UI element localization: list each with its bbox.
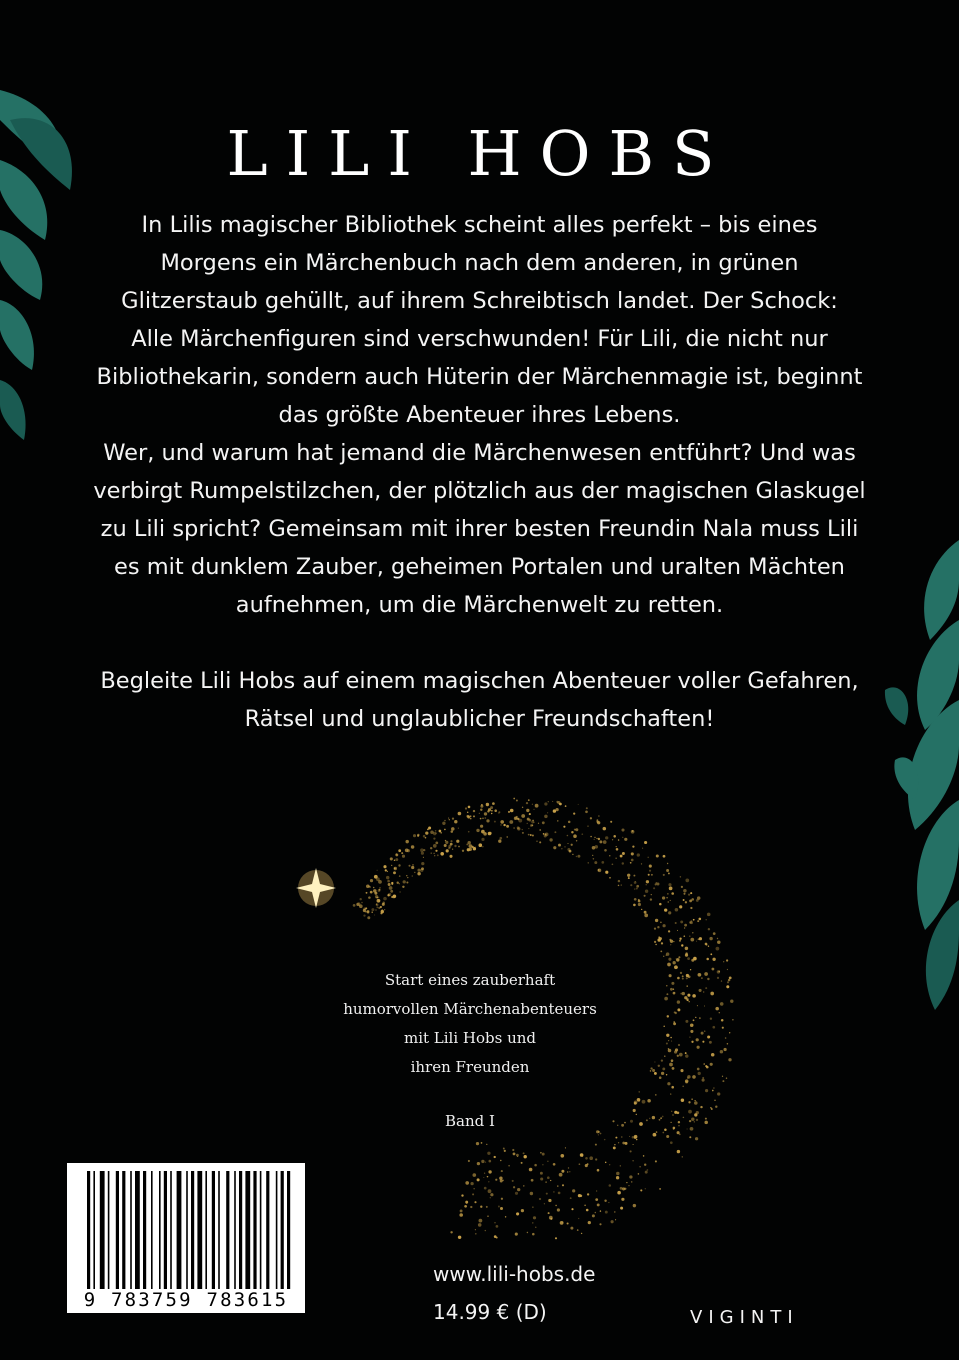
tagline-line: humorvollen Märchenabenteuers <box>343 1000 597 1018</box>
website-link[interactable]: www.lili-hobs.de <box>433 1262 596 1286</box>
tagline-line: Start eines zauberhaft <box>384 971 556 989</box>
blurb-line: Bibliothekarin, sondern auch Hüterin der Märchenmagie ist, beginnt <box>96 364 863 390</box>
publisher-logo: VIGINTI <box>690 1307 799 1328</box>
tagline-line: ihren Freunden <box>410 1058 530 1076</box>
blurb <box>70 206 889 738</box>
blurb-line: Morgens ein Märchenbuch nach dem anderen, in grünen <box>160 250 799 276</box>
blurb-line: Wer, und warum hat jemand die Märchenwesen entführt? Und was <box>103 440 856 466</box>
isbn-number: 9 783759 783615 <box>83 1289 289 1311</box>
tagline-line: mit Lili Hobs und <box>403 1029 537 1047</box>
price: 14.99 € (D) <box>433 1300 547 1324</box>
tagline <box>330 966 610 1082</box>
barcode <box>67 1163 305 1313</box>
blurb-line: Rätsel und unglaublicher Freundschaften! <box>244 706 715 732</box>
blurb-line: Glitzerstaub gehüllt, auf ihrem Schreibtisch landet. Der Schock: <box>121 288 838 314</box>
volume-label: Band I <box>445 1112 495 1130</box>
blurb-line: das größte Abenteuer ihres Lebens. <box>278 402 681 428</box>
blurb-line: In Lilis magischer Bibliothek scheint alles perfekt – bis eines <box>141 212 818 238</box>
blurb-line: zu Lili spricht? Gemeinsam mit ihrer besten Freundin Nala muss Lili <box>100 516 859 542</box>
blurb-line: es mit dunklem Zauber, geheimen Portalen und uralten Mächten <box>114 554 845 580</box>
blurb-line: verbirgt Rumpelstilzchen, der plötzlich aus der magischen Glaskugel <box>93 478 866 504</box>
blurb-line: aufnehmen, um die Märchenwelt zu retten. <box>235 592 724 618</box>
blurb-line: Alle Märchenfiguren sind verschwunden! Für Lili, die nicht nur <box>131 326 828 352</box>
book-title: LILI HOBS <box>226 116 733 190</box>
blurb-line: Begleite Lili Hobs auf einem magischen Abenteuer voller Gefahren, <box>100 668 859 694</box>
barcode-icon <box>67 1163 305 1293</box>
